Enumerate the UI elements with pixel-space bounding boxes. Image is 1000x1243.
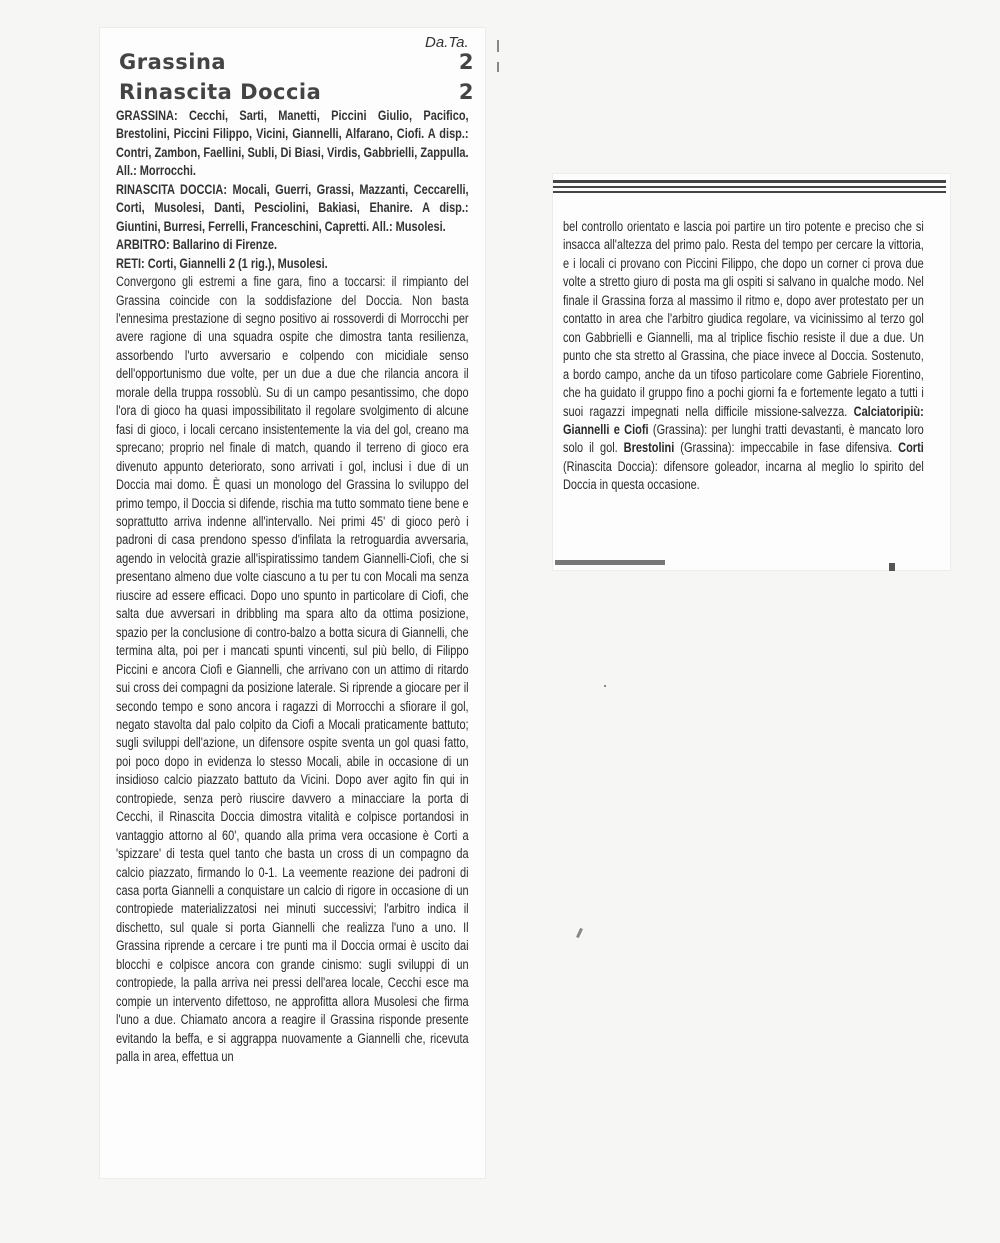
grassina-lineup: GRASSINA: Cecchi, Sarti, Manetti, Piccini Giulio, Pacifico, Brestolini, Piccini Filippo, Vicini, Giannelli, Alfarano, Ciofi. A disp.: Contri, Zambon, Faellini, Subli, Di Biasi, Virdis, Gabbrielli, Zappulla. All.: Morrocchi. [116,108,469,179]
section-divider [553,180,946,196]
award-3-name: Corti [898,440,924,456]
home-team-row [119,50,474,74]
scan-speck [604,685,606,687]
scan-speck [555,560,665,565]
referee-line: ARBITRO: Ballarino di Firenze. [116,237,278,253]
author-byline: Da.Ta. [425,34,469,51]
article-right-column [563,218,924,495]
award-1-text: (Grassina): per lunghi tratti devastanti, è mancato loro solo il gol. [563,421,924,456]
scan-speck [576,928,583,938]
awards-label: Calciatoripiù: [853,403,924,419]
article-body-right [563,218,924,495]
award-3-text: (Rinascita Doccia): difensore goleador, incarna al meglio lo spirito del Doccia in questa occasione. [563,458,924,493]
award-1-name: Giannelli e Ciofi [563,421,649,437]
scan-speck [497,40,499,52]
doccia-lineup: RINASCITA DOCCIA: Mocali, Guerri, Grassi, Mazzanti, Ceccarelli, Corti, Musolesi, Danti, Pesciolini, Bakiasi, Ehanire. A disp.: Giuntini, Burresi, Ferrelli, Franceschini, Capretti. All.: Musolesi. [116,181,469,234]
award-2-text: (Grassina): impeccabile in fase difensiva. [680,440,893,456]
away-team-name: Rinascita Doccia [119,80,322,104]
away-team-score: 2 [458,80,474,104]
scan-speck [497,62,499,72]
away-team-row [119,80,474,104]
home-team-score: 2 [458,50,474,74]
goals-line: RETI: Corti, Giannelli 2 (1 rig.), Musolesi. [116,255,328,271]
home-team-name: Grassina [119,50,227,74]
article-body-right-text: bel controllo orientato e lascia poi partire un tiro potente e preciso che si insacca all'altezza del primo palo. Resta del tempo per cercare la vittoria, e i locali ci provano con Piccini Filippo, che dopo un corner ci prova due volte a stretto giuro di posta ma gli ospiti si salvano in qualche modo. Nel finale il Grassina forza al massimo il ritmo e, dopo aver protestato per un contatto in area che l'arbitro giudica regolare, va vicinissimo al terzo gol con Gabbrielli e Giannelli, ma al triplice fischio resiste il due a due. Un punto che sta stretto al Grassina, che piace invece al Doccia. Sostenuto, a bordo campo, anche da un tifoso particolare come Gabriele Fiorentino, che ha guidato il gruppo fino a pochi giorni fa e fortemente legato a tutti i suoi ragazzi impegnati nella difficile missione-salvezza. [563,219,924,419]
scan-speck [889,563,895,571]
award-2-name: Brestolini [623,440,675,456]
article-body-left: Convergono gli estremi a fine gara, fino a toccarsi: il rimpianto del Grassina coincide con la soddisfazione del Doccia. Non basta l'ennesima prestazione di segno positivo ai rossoverdi di Morrocchi per avere ragione di una squadra ospite che dimostra tanta resilienza, assorbendo l'urto avversario e colpendo con micidiale senso dell'opportunismo due volte, per un due a due che rilancia ancora il morale della truppa rossoblù. Su di un campo pesantissimo, che dopo l'ora di gioco ha quasi impossibilitato il regolare svolgimento di alcune fasi di gioco, i locali cercano insistentemente la via del gol, creano ma sprecano; proprio nel finale di match, quando il terreno di gioco era divenuto appunto deteriorato, sono arrivati i gol, inclusi i due di un Doccia mai domo. È quasi un monologo del Grassina lo sviluppo del primo tempo, il Doccia si difende, rischia ma tutto sommato tiene bene e soprattutto arriva indenne all'intervallo. Nei primi 45' di gioco però i padroni di casa prendono spesso d'infilata la retroguardia avversaria, agendo in velocità grazie all'ispiratissimo tandem Giannelli-Ciofi, che si presentano almeno due volte ciascuno a tu per tu con Mocali ma senza riuscire ad essere efficaci. Dopo uno spunto in particolare di Ciofi, che salta due avversari in dribbling ma spara alto da ottima posizione, spazio per la conclusione di contro-balzo a botta sicura di Giannelli, che termina alta, poi per i mancati spunti vincenti, sul più bello, di Filippo Piccini e ancora Ciofi e Giannelli, che arrivano con un attimo di ritardo sui cross dei compagni da posizione laterale. Si riprende a giocare per il secondo tempo e sono ancora i ragazzi di Morrocchi a sfiorare il gol, negato stavolta dal palo colpito da Ciofi a Mocali praticamente battuto; sugli sviluppi dell'azione, un difensore ospite sventa un gol quasi fatto, poi poco dopo in evidenza lo stesso Mocali, abile in occasione di un insidioso calcio piazzato battuto da Vicini. Dopo aver agito fin qui in contropiede, senza però riuscire davvero a minacciare la porta di Cecchi, il Rinascita Doccia dimostra vitalità e colpisce portandosi in vantaggio attorno al 60', quando alla prima vera occasione è Corti a 'spizzare' di testa quel tanto che basta un cross di un compagno da calcio piazzato, firmando lo 0-1. La veemente reazione dei padroni di casa porta Giannelli a conquistare un calcio di rigore in occasione di un contropiede materializzatosi nei minuti successivi; l'arbitro indica il dischetto, sul quale si porta Giannelli che realizza l'uno a uno. Il Grassina riprende a cercare i tre punti ma il Doccia ormai è uscito dai blocchi e colpisce ancora con grande cinismo: sugli sviluppi di un contropiede, la palla arriva nei pressi dell'area locale, Cecchi esce ma compie un intervento difettoso, ne approfitta allora Musolesi che firma l'uno a due. Chiamato ancora a reagire il Grassina risponde presente evitando la beffa, e si aggrappa nuovamente a Giannelli che, ricevuta palla in area, effettua un [116,274,469,1065]
article-left-column [116,107,469,1067]
